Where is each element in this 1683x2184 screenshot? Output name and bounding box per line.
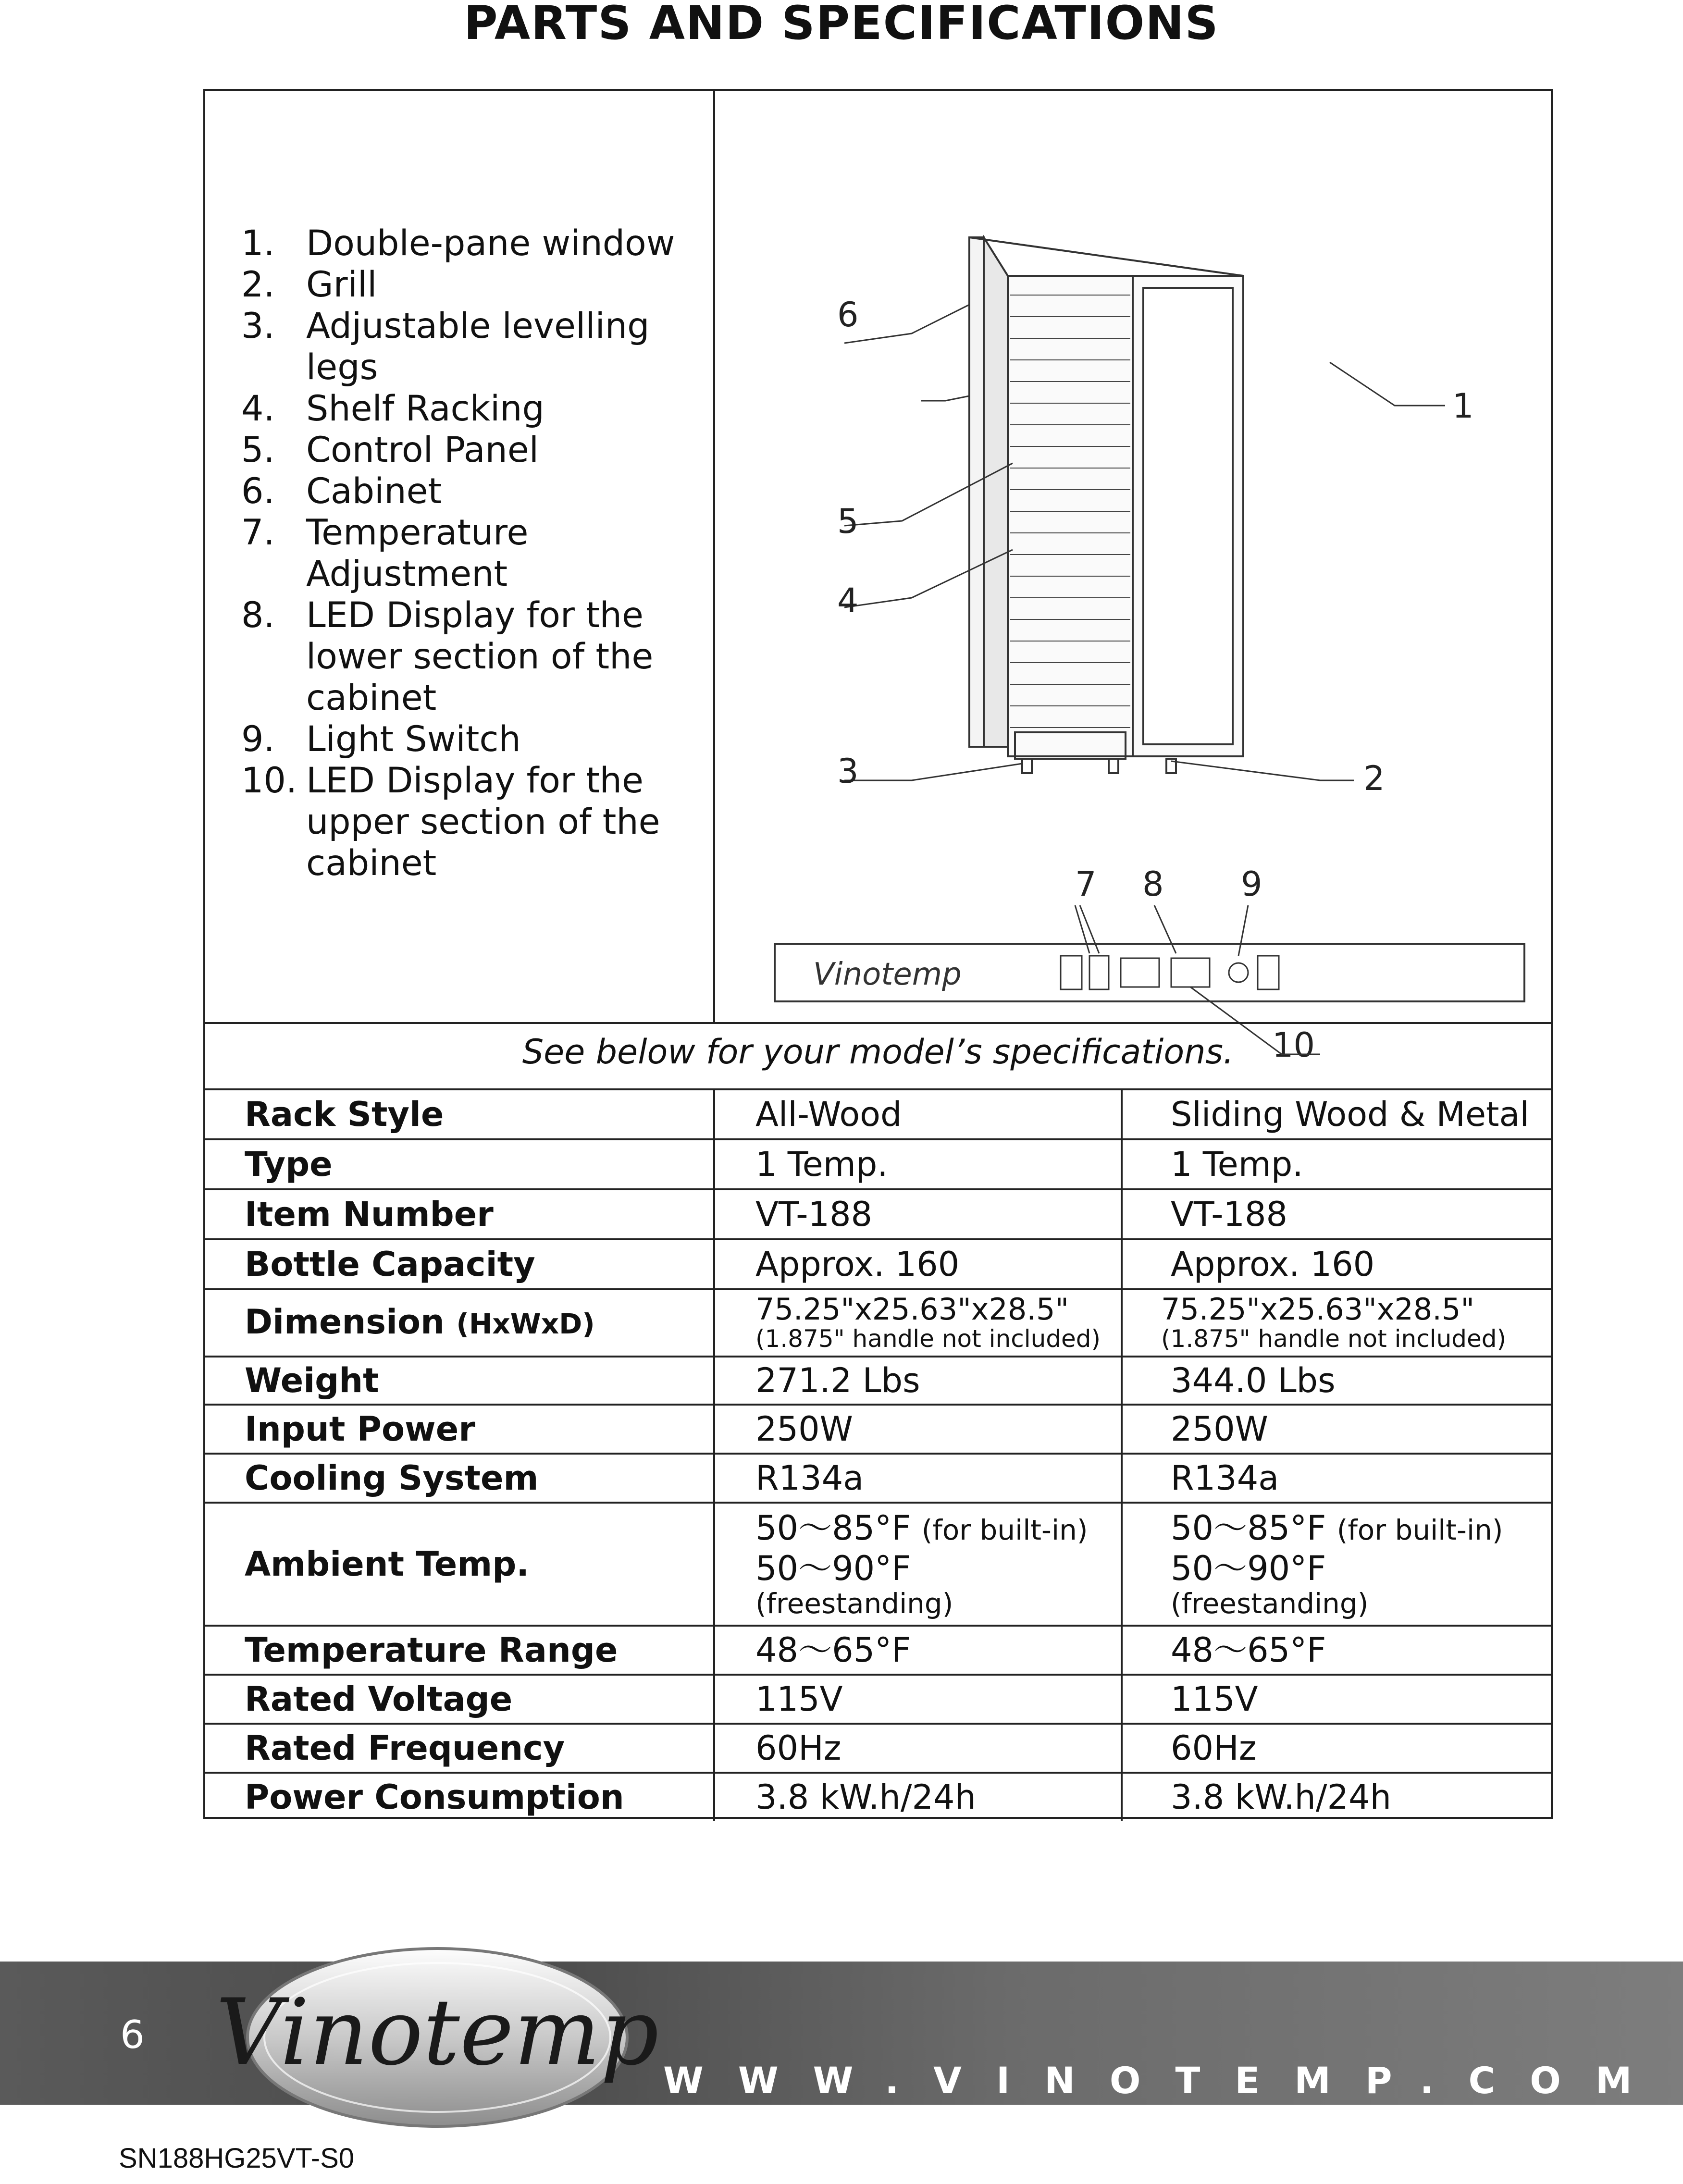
spec-value-2: 60Hz bbox=[1122, 1724, 1551, 1773]
spec-value-1: VT-188 bbox=[714, 1189, 1122, 1239]
logo-text: Vinotemp bbox=[216, 1979, 659, 2085]
spec-value-1 bbox=[714, 1503, 1122, 1626]
part-label: Light Switch bbox=[306, 719, 521, 760]
list-item bbox=[241, 719, 693, 760]
ambient-range-free: 50～90°F bbox=[1171, 1549, 1326, 1588]
part-number: 10. bbox=[241, 760, 297, 801]
spec-value-1: 48～65°F bbox=[714, 1626, 1122, 1675]
spec-value-1: 250W bbox=[714, 1405, 1122, 1454]
spec-value-2 bbox=[1122, 1289, 1551, 1357]
part-number: 4. bbox=[241, 388, 275, 429]
table-row bbox=[205, 1239, 1551, 1289]
ambient-range-free: 50～90°F bbox=[755, 1549, 911, 1588]
section-divider bbox=[205, 1022, 1551, 1024]
callout-8: 8 bbox=[1142, 864, 1164, 904]
table-row bbox=[205, 1289, 1551, 1357]
spec-label bbox=[205, 1289, 714, 1357]
part-label: Grill bbox=[306, 264, 377, 305]
spec-label: Type bbox=[205, 1139, 714, 1189]
spec-value-2: 250W bbox=[1122, 1405, 1551, 1454]
spec-value-1: 60Hz bbox=[714, 1724, 1122, 1773]
spec-value-2: 3.8 kW.h/24h bbox=[1122, 1773, 1551, 1821]
spec-value-2: 115V bbox=[1122, 1675, 1551, 1724]
callout-4: 4 bbox=[837, 581, 859, 620]
callout-5: 5 bbox=[837, 502, 859, 541]
spec-label: Temperature Range bbox=[205, 1626, 714, 1675]
shelf-rows bbox=[1010, 295, 1130, 728]
list-item bbox=[241, 264, 693, 306]
callout-1: 1 bbox=[1452, 386, 1474, 426]
ambient-note-builtin: (for built-in) bbox=[921, 1514, 1088, 1546]
parts-list bbox=[241, 223, 693, 884]
part-label: Shelf Racking bbox=[306, 388, 544, 429]
spec-label: Cooling System bbox=[205, 1454, 714, 1503]
dimension-value: 75.25"x25.63"x28.5" bbox=[1161, 1292, 1474, 1327]
part-number: 8. bbox=[241, 595, 275, 636]
table-row bbox=[205, 1773, 1551, 1821]
table-row bbox=[205, 1189, 1551, 1239]
ambient-range-builtin: 50～85°F bbox=[755, 1508, 911, 1548]
table-row bbox=[205, 1503, 1551, 1626]
spec-value-1: 3.8 kW.h/24h bbox=[714, 1773, 1122, 1821]
list-item bbox=[241, 760, 693, 884]
part-label: Temperature Adjustment bbox=[306, 512, 529, 594]
column-divider bbox=[713, 91, 715, 1022]
part-number: 9. bbox=[241, 719, 275, 760]
spec-label: Power Consumption bbox=[205, 1773, 714, 1821]
list-item bbox=[241, 595, 693, 719]
spec-value-1: 1 Temp. bbox=[714, 1139, 1122, 1189]
table-row bbox=[205, 1405, 1551, 1454]
spec-value-2 bbox=[1122, 1503, 1551, 1626]
spec-label: Ambient Temp. bbox=[205, 1503, 714, 1626]
callout-2: 2 bbox=[1363, 759, 1385, 798]
cabinet-drawing bbox=[969, 237, 1243, 773]
spec-table bbox=[205, 1088, 1551, 1821]
part-label: LED Display for the lower section of the cabinet bbox=[306, 595, 654, 718]
spec-label: Weight bbox=[205, 1357, 714, 1405]
list-item bbox=[241, 223, 693, 264]
website-url[interactable]: WWW.VINOTEMP.COM bbox=[663, 2059, 1667, 2102]
spec-value-1: Approx. 160 bbox=[714, 1239, 1122, 1289]
table-row bbox=[205, 1454, 1551, 1503]
list-item bbox=[241, 512, 693, 595]
spec-value-1 bbox=[714, 1289, 1122, 1357]
page-title: PARTS AND SPECIFICATIONS bbox=[464, 0, 1219, 50]
vinotemp-logo bbox=[216, 1937, 659, 2138]
part-number: 6. bbox=[241, 471, 275, 512]
callout-3: 3 bbox=[837, 752, 859, 791]
part-label: Double-pane window bbox=[306, 223, 675, 264]
callout-10: 10 bbox=[1272, 1025, 1315, 1065]
spec-value-2: R134a bbox=[1122, 1454, 1551, 1503]
spec-note: See below for your model’s specifications. bbox=[522, 1032, 1234, 1072]
spec-label: Item Number bbox=[205, 1189, 714, 1239]
list-item bbox=[241, 430, 693, 471]
ambient-note-builtin: (for built-in) bbox=[1336, 1514, 1503, 1546]
dimension-note: (1.875" handle not included) bbox=[755, 1325, 1101, 1353]
dimension-value: 75.25"x25.63"x28.5" bbox=[755, 1292, 1069, 1327]
spec-value-2: 48～65°F bbox=[1122, 1626, 1551, 1675]
part-label: Control Panel bbox=[306, 430, 539, 470]
spec-value-2: Approx. 160 bbox=[1122, 1239, 1551, 1289]
spec-label: Rack Style bbox=[205, 1089, 714, 1139]
dimension-suffix: (HxWxD) bbox=[456, 1308, 595, 1340]
spec-value-1: 115V bbox=[714, 1675, 1122, 1724]
spec-value-2: VT-188 bbox=[1122, 1189, 1551, 1239]
part-number: 5. bbox=[241, 430, 275, 470]
list-item bbox=[241, 306, 693, 388]
ambient-note-free: (freestanding) bbox=[755, 1587, 953, 1620]
dimension-label: Dimension bbox=[245, 1302, 445, 1342]
callout-9: 9 bbox=[1241, 864, 1262, 904]
table-row bbox=[205, 1724, 1551, 1773]
spec-value-2: 344.0 Lbs bbox=[1122, 1357, 1551, 1405]
page-number: 6 bbox=[120, 2012, 145, 2057]
callout-6: 6 bbox=[837, 295, 859, 334]
table-row bbox=[205, 1357, 1551, 1405]
part-number: 7. bbox=[241, 512, 275, 553]
panel-logo: Vinotemp bbox=[813, 957, 962, 992]
table-row bbox=[205, 1626, 1551, 1675]
spec-label: Input Power bbox=[205, 1405, 714, 1454]
table-row bbox=[205, 1089, 1551, 1139]
spec-value-1: R134a bbox=[714, 1454, 1122, 1503]
part-label: LED Display for the upper section of the cabinet bbox=[306, 760, 660, 884]
spec-value-1: 271.2 Lbs bbox=[714, 1357, 1122, 1405]
spec-label: Bottle Capacity bbox=[205, 1239, 714, 1289]
ambient-range-builtin: 50～85°F bbox=[1171, 1508, 1326, 1548]
document-code: SN188HG25VT-S0 bbox=[119, 2143, 355, 2174]
ambient-note-free: (freestanding) bbox=[1171, 1587, 1369, 1620]
table-row bbox=[205, 1139, 1551, 1189]
spec-value-1: All-Wood bbox=[714, 1089, 1122, 1139]
list-item bbox=[241, 388, 693, 430]
spec-value-2: 1 Temp. bbox=[1122, 1139, 1551, 1189]
list-item bbox=[241, 471, 693, 512]
callout-7: 7 bbox=[1075, 864, 1097, 904]
specs-frame bbox=[203, 89, 1553, 1819]
part-number: 2. bbox=[241, 264, 275, 305]
spec-value-2: Sliding Wood & Metal bbox=[1122, 1089, 1551, 1139]
part-label: Cabinet bbox=[306, 471, 442, 512]
part-number: 1. bbox=[241, 223, 275, 264]
dimension-note: (1.875" handle not included) bbox=[1161, 1325, 1507, 1353]
part-number: 3. bbox=[241, 306, 275, 346]
spec-label: Rated Voltage bbox=[205, 1675, 714, 1724]
spec-label: Rated Frequency bbox=[205, 1724, 714, 1773]
table-row bbox=[205, 1675, 1551, 1724]
part-label: Adjustable levelling legs bbox=[306, 306, 650, 388]
